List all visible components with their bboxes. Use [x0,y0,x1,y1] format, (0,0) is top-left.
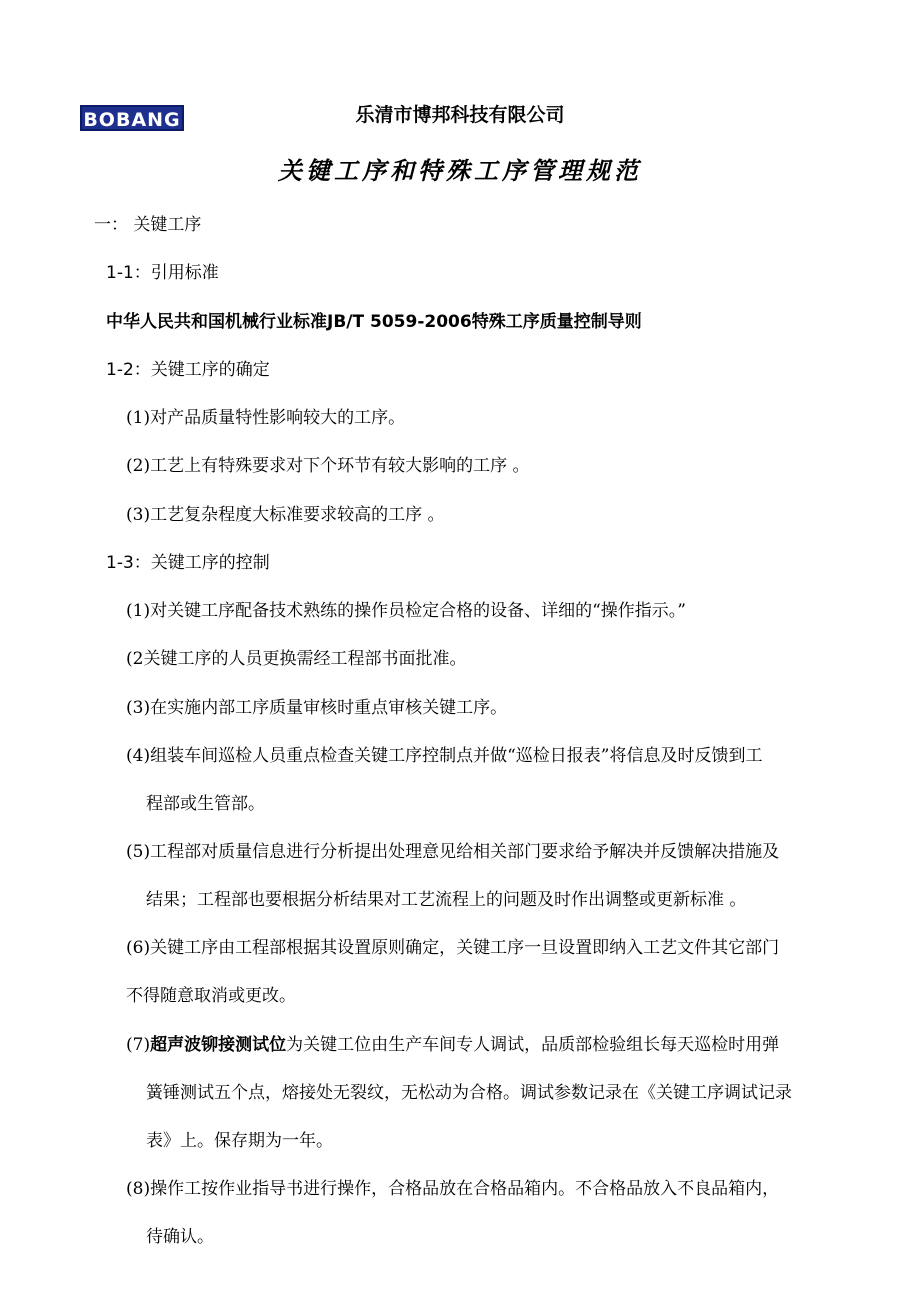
list-item: (5)工程部对质量信息进行分析提出处理意见给相关部门要求给予解决并反馈解决措施及 [126,842,780,862]
section-1-heading: 一： 关键工序 [94,215,202,235]
document-title: 关键工序和特殊工序管理规范 [278,156,642,185]
list-item: (3)在实施内部工序质量审核时重点审核关键工序。 [126,698,508,718]
company-logo: BOBANG [80,105,184,131]
list-item: (1)对关键工序配备技术熟练的操作员检定合格的设备、详细的“操作指示。” [126,601,686,621]
company-name: 乐清市博邦科技有限公司 [355,104,565,126]
list-item-continuation: 表》上。保存期为一年。 [146,1131,333,1151]
list-item-continuation: 待确认。 [146,1227,214,1247]
list-item: (3)工艺复杂程度大标准要求较高的工序 。 [126,505,445,525]
section-1-1-heading: 1-1：引用标准 [106,263,219,283]
highlight-term: 超声波铆接测试位 [150,1035,287,1055]
list-item: (4)组装车间巡检人员重点检查关键工序控制点并做“巡检日报表”将信息及时反馈到工 [126,746,763,766]
list-item: (6)关键工序由工程部根据其设置原则确定，关键工序一旦设置即纳入工艺文件其它部门 [126,938,780,958]
list-item: (2)工艺上有特殊要求对下个环节有较大影响的工序 。 [126,456,530,476]
item-number: (7) [126,1035,151,1055]
item-text: 为关键工位由生产车间专人调试，品质部检验组长每天巡检时用弹 [286,1035,780,1055]
list-item-continuation: 程部或生管部。 [146,794,265,814]
section-1-3-heading: 1-3：关键工序的控制 [106,553,270,573]
list-item: (1)对产品质量特性影响较大的工序。 [126,408,406,428]
list-item-continuation: 不得随意取消或更改。 [126,986,296,1006]
list-item-continuation: 结果；工程部也要根据分析结果对工艺流程上的问题及时作出调整或更新标准 。 [146,890,747,910]
list-item: (2关键工序的人员更换需经工程部书面批准。 [126,649,467,669]
list-item-continuation: 簧锤测试五个点，熔接处无裂纹，无松动为合格。调试参数记录在《关键工序调试记录 [146,1083,792,1103]
list-item: (8)操作工按作业指导书进行操作，合格品放在合格品箱内。不合格品放入不良品箱内， [126,1179,780,1199]
section-1-2-heading: 1-2：关键工序的确定 [106,360,270,380]
reference-standard: 中华人民共和国机械行业标准JB/T 5059-2006特殊工序质量控制导则 [106,312,642,332]
list-item [126,1033,779,1057]
